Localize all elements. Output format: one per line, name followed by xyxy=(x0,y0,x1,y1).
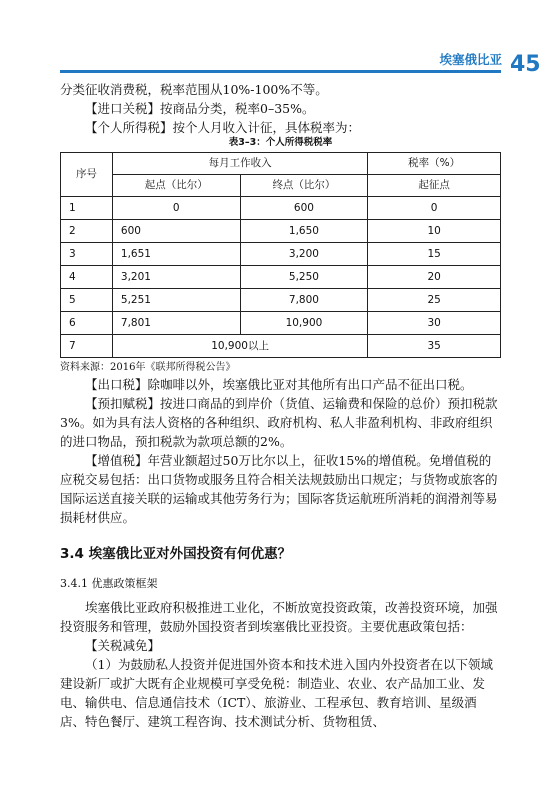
cell-start: 7,801 xyxy=(112,312,240,335)
cell-start: 3,201 xyxy=(112,266,240,289)
cell-end: 3,200 xyxy=(240,243,368,266)
col-header-seq: 序号 xyxy=(61,153,113,197)
col-header-start: 起点（比尔） xyxy=(112,175,240,197)
cell-end: 1,650 xyxy=(240,220,368,243)
cell-end: 600 xyxy=(240,197,368,220)
cell-no: 6 xyxy=(61,312,113,335)
vat-paragraph: 【增值税】年营业额超过50万比尔以上，征收15%的增值税。免增值税的应税交易包括：出口货物或服务且符合相关法规鼓励出口规定；与货物或旅客的国际运送直接关联的运输或其他劳务行为；国际客货运航班所消耗的润滑剂等易损耗材供应。 xyxy=(60,453,498,525)
table-row xyxy=(61,289,501,312)
cell-no: 4 xyxy=(61,266,113,289)
page-content xyxy=(60,80,501,731)
customs-paragraph: （1）为鼓励私人投资并促进国外资本和技术进入国内外投资者在以下领域建设新厂或扩大既有企业规模可享受免税：制造业、农业、农产品加工业、发电、输供电、信息通信技术（ICT）、旅游业、工程承包、教育培训、星级酒店、特色餐厅、建筑工程咨询、技术测试分析、货物租赁、 xyxy=(60,657,493,729)
col-header-rate: 税率（%） xyxy=(368,153,501,175)
cell-no: 7 xyxy=(61,335,113,358)
table-row xyxy=(61,335,501,358)
table-source: 资料来源：2016年《联邦所得税公告》 xyxy=(60,362,236,373)
section-heading: 3.4 埃塞俄比亚对外国投资有何优惠？ xyxy=(60,546,292,562)
customs-heading: 【关税减免】 xyxy=(85,638,161,653)
col-header-income: 每月工作收入 xyxy=(112,153,367,175)
cell-no: 3 xyxy=(61,243,113,266)
cell-no: 2 xyxy=(61,220,113,243)
subsection-heading: 3.4.1 优惠政策框架 xyxy=(60,577,158,590)
import-tax-paragraph: 【进口关税】按商品分类，税率0–35%。 xyxy=(85,101,315,116)
cell-start: 1,651 xyxy=(112,243,240,266)
cell-start: 600 xyxy=(112,220,240,243)
table-row xyxy=(61,266,501,289)
policy-framework-paragraph: 埃塞俄比亚政府积极推进工业化，不断放宽投资政策，改善投资环境，加强投资服务和管理，鼓励外国投资者到埃塞俄比亚投资。主要优惠政策包括： xyxy=(60,600,498,634)
col-header-threshold: 起征点 xyxy=(368,175,501,197)
cell-end: 5,250 xyxy=(240,266,368,289)
table-row xyxy=(61,197,501,220)
withholding-paragraph: 【预扣赋税】按进口商品的到岸价（货值、运输费和保险的总价）预扣税款3%。如为具有法人资格的各种组织、政府机构、私人非盈利机构、非政府组织的进口物品，预扣税款为款项总额的2%。 xyxy=(60,396,498,449)
header-rule xyxy=(60,70,501,73)
col-header-end: 终点（比尔） xyxy=(240,175,368,197)
cell-end: 7,800 xyxy=(240,289,368,312)
cell-rate: 0 xyxy=(368,197,501,220)
cell-rate: 15 xyxy=(368,243,501,266)
cell-rate: 10 xyxy=(368,220,501,243)
cell-rate: 35 xyxy=(368,335,501,358)
income-tax-table xyxy=(60,152,501,358)
income-tax-paragraph: 【个人所得税】按个人月收入计征，具体税率为： xyxy=(85,120,361,135)
page-number: 45 xyxy=(510,52,541,77)
table-row xyxy=(61,220,501,243)
cell-no: 5 xyxy=(61,289,113,312)
cell-end: 10,900 xyxy=(240,312,368,335)
cell-start: 5,251 xyxy=(112,289,240,312)
cell-start: 0 xyxy=(112,197,240,220)
cell-rate: 30 xyxy=(368,312,501,335)
header-title: 埃塞俄比亚 xyxy=(439,52,502,67)
table-row xyxy=(61,312,501,335)
table-header-row xyxy=(61,153,501,175)
cell-range: 10,900以上 xyxy=(112,335,367,358)
table-caption: 表3–3：个人所得税税率 xyxy=(228,137,333,148)
export-tax-paragraph: 【出口税】除咖啡以外，埃塞俄比亚对其他所有出口产品不征出口税。 xyxy=(85,377,473,392)
table-subheader-row xyxy=(61,175,501,197)
cell-rate: 20 xyxy=(368,266,501,289)
table-row xyxy=(61,243,501,266)
intro-line: 分类征收消费税，税率范围从10%-100%不等。 xyxy=(60,82,328,97)
cell-no: 1 xyxy=(61,197,113,220)
cell-rate: 25 xyxy=(368,289,501,312)
